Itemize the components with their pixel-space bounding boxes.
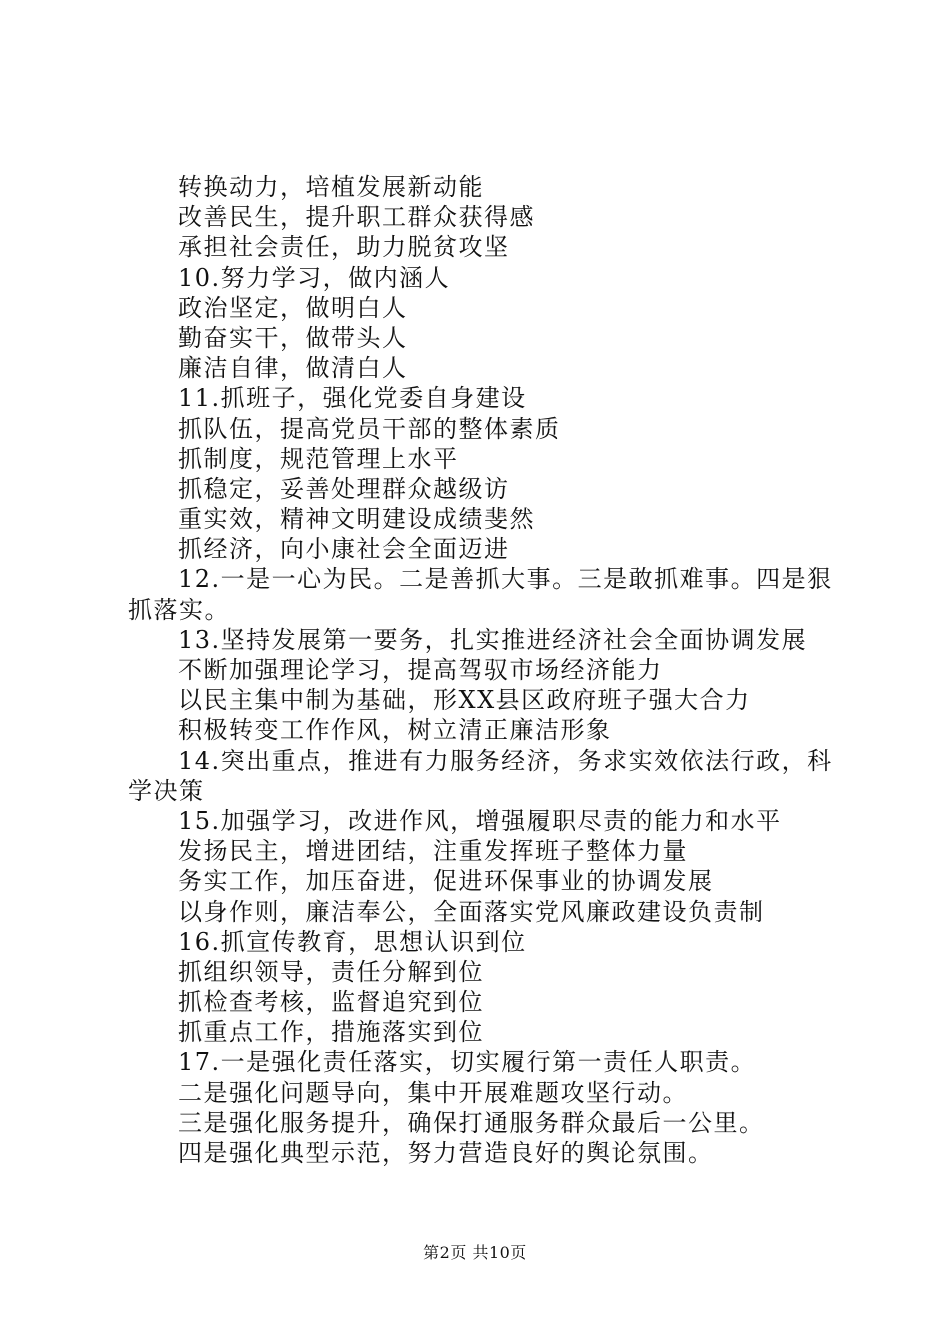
document-body: [128, 172, 840, 1168]
text-line: 抓检查考核，监督追究到位: [178, 988, 484, 1017]
page-number-footer: 第2页 共10页: [423, 1243, 527, 1262]
text-line: 重实效，精神文明建设成绩斐然: [178, 505, 535, 534]
text-line: 10.努力学习，做内涵人: [178, 263, 451, 292]
text-line: 以民主集中制为基础，形XX县区政府班子强大合力: [178, 686, 751, 715]
text-line: 抓队伍，提高党员干部的整体素质: [178, 414, 561, 443]
text-line: 不断加强理论学习，提高驾驭市场经济能力: [178, 656, 663, 684]
text-line: 积极转变工作作风，树立清正廉洁形象: [178, 716, 612, 745]
text-line: 以身作则，廉洁奉公，全面落实党风廉政建设负责制: [178, 897, 765, 926]
text-line: 勤奋实干，做带头人: [178, 323, 408, 352]
text-line: 13.坚持发展第一要务，扎实推进经济社会全面协调发展: [178, 625, 808, 654]
text-line: 务实工作，加压奋进，促进环保事业的协调发展: [178, 867, 714, 896]
text-line: 四是强化典型示范，努力营造良好的舆论氛围。: [178, 1139, 714, 1167]
text-line: 抓重点工作，措施落实到位: [178, 1018, 484, 1047]
text-line: 廉洁自律，做清白人: [178, 354, 408, 383]
text-line: 抓制度，规范管理上水平: [178, 444, 459, 473]
text-line: 抓组织领导，责任分解到位: [178, 957, 484, 986]
text-line: 二是强化问题导向，集中开展难题攻坚行动。: [178, 1078, 688, 1107]
text-line: 发扬民主，增进团结，注重发挥班子整体力量: [178, 837, 688, 866]
text-line: 14.突出重点，推进有力服务经济，务求实效依法行政，科: [178, 746, 833, 775]
text-line: 11.抓班子，强化党委自身建设: [178, 384, 527, 413]
text-line: 17.一是强化责任落实，切实履行第一责任人职责。: [178, 1048, 757, 1077]
text-line: 政治坚定，做明白人: [178, 293, 408, 322]
text-line: 15.加强学习，改进作风，增强履职尽责的能力和水平: [178, 806, 782, 835]
text-line: 抓稳定，妥善处理群众越级访: [178, 474, 510, 503]
text-line: 转换动力，培植发展新动能: [178, 173, 484, 201]
text-line: 改善民生，提升职工群众获得感: [178, 203, 535, 232]
text-line: 承担社会责任，助力脱贫攻坚: [178, 233, 510, 262]
text-line: 三是强化服务提升，确保打通服务群众最后一公里。: [178, 1108, 765, 1137]
text-line-continuation: 抓落实。: [128, 595, 230, 624]
text-line: 抓经济，向小康社会全面迈进: [178, 535, 510, 564]
text-line: 12.一是一心为民。二是善抓大事。三是敢抓难事。四是狠: [178, 565, 833, 594]
text-line: 16.抓宣传教育，思想认识到位: [178, 927, 527, 956]
text-line-continuation: 学决策: [128, 776, 205, 805]
